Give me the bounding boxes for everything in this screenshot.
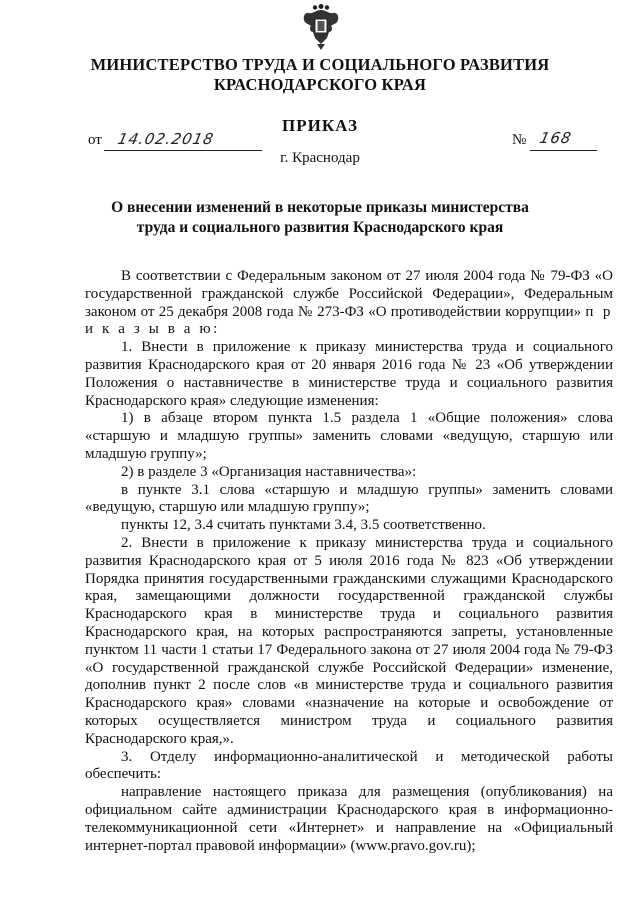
intro-text: В соответствии с Федеральным законом от 27 июля 2004 года № 79-ФЗ «О государственной гражданской службе Российской Федерации», Федеральным законом от 25 декабря 2008 года № 273-ФЗ «О противодействии коррупции» — [85, 268, 613, 320]
ministry-line-1: МИНИСТЕРСТВО ТРУДА И СОЦИАЛЬНОГО РАЗВИТИЯ — [90, 55, 550, 74]
paragraph-2: 2. Внести в приложение к приказу министерства труда и социального развития Краснодарского края от 5 июля 2016 года № 823 «Об утверждении Порядка принятия государственными гражданскими служащими Краснодарского края, замещающими должности государственной гражданской службы Краснодарского края в министерстве труда и социального развития Краснодарского края, на которых распространяются запреты, установленные пунктом 11 части 1 статьи 17 Федерального закона от 27 июля 2004 года № 79-ФЗ «О государственной гражданской службе Российской Федерации» изменение, дополнив пункт 2 после слов «в министерстве труда и социального развития Краснодарского края» словами «назначение на которые и освобождение от которых осуществляется министром труда и социального развития Краснодарского края,». — [85, 534, 613, 747]
subject-line-2: труда и социального развития Краснодарского края — [136, 219, 504, 236]
number-label: № — [512, 132, 527, 148]
number-value: 168 — [538, 129, 574, 147]
date-value: 14.02.2018 — [116, 130, 216, 148]
ministry-name — [60, 55, 580, 95]
coat-of-arms-icon — [301, 4, 341, 50]
paragraph-1: 1. Внести в приложение к приказу министерства труда и социального развития Краснодарского края от 20 января 2016 года № 23 «Об утверждении Положения о наставничестве в министерстве труда и социального развития Краснодарского края» следующие изменения: — [85, 339, 613, 409]
paragraph-1-2b: пункты 12, 3.4 считать пунктами 3.4, 3.5 соответственно. — [121, 517, 486, 534]
paragraph-3: 3. Отделу информационно-аналитической и методической работы обеспечить: — [85, 748, 613, 783]
intro-order-word: п р и к а з ы в а ю: — [85, 303, 614, 338]
order-title: ПРИКАЗ — [282, 116, 358, 135]
order-subject — [60, 198, 580, 238]
paragraph-1-2a: в пункте 3.1 слова «старшую и младшую группы» заменить словами «ведущую, старшую или младшую группу»; — [85, 481, 613, 516]
paragraph-1-2: 2) в разделе 3 «Организация наставничества»: — [121, 463, 417, 480]
intro-paragraph — [85, 268, 613, 339]
subject-line-1: О внесении изменений в некоторые приказы министерства — [111, 199, 529, 216]
paragraph-3a: направление настоящего приказа для размещения (опубликования) на официальном сайте администрации Краснодарского края в информационно-телекоммуникационной сети «Интернет» и направление на «Официальный интернет-портал правовой информации» (www.pravo.gov.ru); — [85, 784, 613, 854]
ministry-line-2: КРАСНОДАРСКОГО КРАЯ — [213, 75, 427, 94]
order-body — [85, 268, 613, 855]
date-label: от — [88, 132, 102, 148]
paragraph-1-1: 1) в абзаце втором пункта 1.5 раздела 1 «Общие положения» слова «старшую и младшую группы» заменить словами «ведущую, старшую или младшую группу»; — [85, 410, 613, 462]
city: г. Краснодар — [280, 150, 360, 166]
